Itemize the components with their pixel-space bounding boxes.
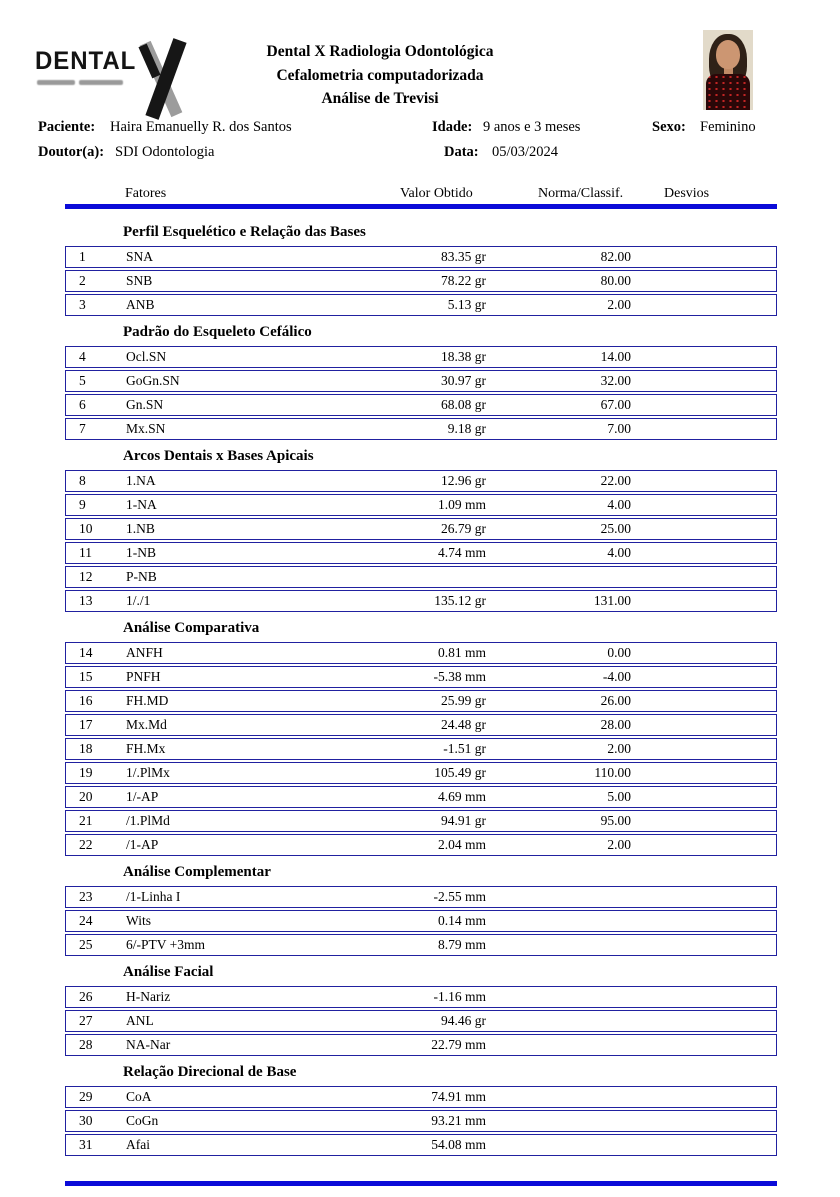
factor-row (65, 270, 777, 292)
factor-row (65, 246, 777, 268)
cell-valor-obtido: 8.79 mm (437, 937, 486, 952)
section-title: Análise Complementar (123, 864, 271, 880)
cell-valor-obtido: 2.04 mm (437, 837, 486, 852)
cell-valor-obtido: 24.48 gr (441, 717, 486, 732)
factor-row (65, 810, 777, 832)
cell-valor-obtido: 4.74 mm (437, 545, 486, 560)
cell-factor: CoA (126, 1089, 152, 1104)
logo-tagline (37, 80, 129, 87)
cell-valor-obtido: -5.38 mm (433, 669, 486, 684)
cell-desvios (631, 1135, 776, 1155)
cell-desvios (631, 371, 776, 391)
column-header-desvios: Desvios (664, 186, 710, 201)
cell-norma: 4.00 (607, 545, 631, 560)
section-title: Análise Facial (123, 964, 214, 980)
cell-factor: ANB (126, 297, 155, 312)
cell-number: 14 (79, 645, 93, 660)
factor-row (65, 738, 777, 760)
cell-desvios (631, 811, 776, 831)
cell-number: 2 (79, 273, 86, 288)
cell-factor: /1.PlMd (126, 813, 170, 828)
cell-valor-obtido: 93.21 mm (431, 1113, 486, 1128)
sexo-label: Sexo: (652, 119, 686, 135)
cell-norma: 25.00 (600, 521, 631, 536)
cell-norma: 22.00 (600, 473, 631, 488)
cell-valor-obtido: -1.51 gr (443, 741, 486, 756)
cell-desvios (631, 763, 776, 783)
data-value: 05/03/2024 (492, 144, 559, 160)
cell-valor-obtido: 0.14 mm (437, 913, 486, 928)
cell-factor: SNB (126, 273, 153, 288)
cell-desvios (631, 911, 776, 931)
cell-desvios (631, 667, 776, 687)
factor-row (65, 714, 777, 736)
factor-row (65, 834, 777, 856)
cell-factor: 1/.PlMx (126, 765, 170, 780)
cell-factor: H-Nariz (126, 989, 171, 1004)
cell-number: 6 (79, 397, 86, 412)
factor-row (65, 690, 777, 712)
paciente-label: Paciente: (38, 119, 96, 135)
cell-valor-obtido: 135.12 gr (434, 593, 486, 608)
header-rule (65, 204, 777, 209)
cell-norma (486, 911, 631, 931)
cell-norma (486, 1135, 631, 1155)
cell-factor: FH.Mx (126, 741, 166, 756)
cell-desvios (631, 987, 776, 1007)
cell-number: 22 (79, 837, 93, 852)
cell-valor-obtido: 105.49 gr (434, 765, 486, 780)
cell-desvios (631, 935, 776, 955)
cell-valor-obtido: 30.97 gr (441, 373, 486, 388)
factor-row (65, 886, 777, 908)
cell-valor-obtido: 68.08 gr (441, 397, 486, 412)
cell-factor: /1-AP (126, 837, 159, 852)
sexo-value: Feminino (700, 119, 756, 135)
cell-desvios (631, 835, 776, 855)
cell-factor: Wits (126, 913, 151, 928)
cell-factor: 1-NA (126, 497, 157, 512)
factor-row (65, 470, 777, 492)
cell-norma (486, 887, 631, 907)
cell-desvios (631, 1111, 776, 1131)
cell-factor: 1-NB (126, 545, 156, 560)
cell-number: 10 (79, 521, 93, 536)
cell-number: 1 (79, 249, 86, 264)
cell-factor: GoGn.SN (126, 373, 180, 388)
cell-number: 25 (79, 937, 93, 952)
cell-norma: 2.00 (607, 741, 631, 756)
cell-valor-obtido: -2.55 mm (433, 889, 486, 904)
column-header-norma-classif: Norma/Classif. (538, 186, 624, 201)
factor-row (65, 294, 777, 316)
cell-norma: 80.00 (600, 273, 631, 288)
factor-row (65, 762, 777, 784)
patient-photo (703, 30, 753, 110)
section-title: Perfil Esquelético e Relação das Bases (123, 224, 366, 240)
factor-row (65, 394, 777, 416)
cell-desvios (631, 395, 776, 415)
cell-norma: 7.00 (607, 421, 631, 436)
cell-desvios (631, 1087, 776, 1107)
cell-factor: FH.MD (126, 693, 169, 708)
cell-factor: PNFH (126, 669, 161, 684)
paciente-value: Haira Emanuelly R. dos Santos (110, 119, 292, 135)
factor-row (65, 1010, 777, 1032)
cell-number: 28 (79, 1037, 93, 1052)
cell-norma: 26.00 (600, 693, 631, 708)
column-header-valor-obtido: Valor Obtido (400, 186, 473, 201)
cell-norma: -4.00 (602, 669, 631, 684)
factor-row (65, 494, 777, 516)
cell-desvios (631, 495, 776, 515)
cell-number: 18 (79, 741, 93, 756)
cell-desvios (631, 567, 776, 587)
cell-desvios (631, 347, 776, 367)
cell-desvios (631, 887, 776, 907)
section-title: Relação Direcional de Base (123, 1064, 297, 1080)
cell-norma: 82.00 (600, 249, 631, 264)
cell-factor: Afai (126, 1137, 150, 1152)
cell-valor-obtido: 74.91 mm (431, 1089, 486, 1104)
cell-desvios (631, 1011, 776, 1031)
cell-desvios (631, 271, 776, 291)
doutor-label: Doutor(a): (38, 144, 105, 160)
idade-label: Idade: (432, 119, 473, 135)
cell-norma: 131.00 (593, 593, 631, 608)
cell-desvios (631, 295, 776, 315)
cell-desvios (631, 419, 776, 439)
cell-number: 9 (79, 497, 86, 512)
section-title: Arcos Dentais x Bases Apicais (123, 448, 314, 464)
cell-number: 26 (79, 989, 93, 1004)
cell-valor-obtido: 94.91 gr (441, 813, 486, 828)
factor-row (65, 370, 777, 392)
report-subtitle: Cefalometria computadorizada (276, 66, 484, 84)
cell-norma: 110.00 (594, 765, 631, 780)
cell-desvios (631, 787, 776, 807)
report-title: Dental X Radiologia Odontológica (266, 43, 494, 60)
cell-number: 31 (79, 1137, 93, 1152)
cell-valor-obtido: 5.13 gr (447, 297, 486, 312)
cell-valor-obtido: -1.16 mm (433, 989, 486, 1004)
cell-norma (486, 567, 631, 587)
cell-norma (486, 987, 631, 1007)
cell-number: 20 (79, 789, 93, 804)
factor-row (65, 1034, 777, 1056)
cell-number: 15 (79, 669, 93, 684)
cell-factor: ANL (126, 1013, 154, 1028)
cell-norma: 67.00 (600, 397, 631, 412)
cell-factor: Gn.SN (126, 397, 164, 412)
cell-valor-obtido: 54.08 mm (431, 1137, 486, 1152)
cell-factor: Mx.Md (126, 717, 167, 732)
cell-desvios (631, 643, 776, 663)
photo-face (716, 40, 740, 69)
cell-number: 3 (79, 297, 86, 312)
factor-row (65, 542, 777, 564)
factor-row (65, 1110, 777, 1132)
cell-factor: NA-Nar (126, 1037, 171, 1052)
factor-row (65, 346, 777, 368)
cell-norma: 28.00 (600, 717, 631, 732)
cell-valor-obtido: 9.18 gr (447, 421, 486, 436)
cell-valor-obtido: 12.96 gr (441, 473, 486, 488)
factor-row (65, 1086, 777, 1108)
cell-norma: 2.00 (607, 297, 631, 312)
cell-norma: 2.00 (607, 837, 631, 852)
logo-text: DENTAL (35, 47, 137, 75)
cell-number: 30 (79, 1113, 93, 1128)
cell-number: 4 (79, 349, 86, 364)
cell-desvios (631, 543, 776, 563)
factors-table (65, 216, 777, 1158)
cell-number: 12 (79, 569, 93, 584)
cell-factor: CoGn (126, 1113, 159, 1128)
cell-desvios (631, 471, 776, 491)
cell-norma (486, 935, 631, 955)
cell-factor: SNA (126, 249, 154, 264)
cell-valor-obtido: 78.22 gr (441, 273, 486, 288)
cell-norma: 0.00 (607, 645, 631, 660)
cell-number: 11 (79, 545, 92, 560)
cell-factor: 1/-AP (126, 789, 159, 804)
cell-valor-obtido: 1.09 mm (437, 497, 486, 512)
cell-valor-obtido: 83.35 gr (441, 249, 486, 264)
factor-row (65, 566, 777, 588)
cell-norma (486, 1035, 631, 1055)
factor-row (65, 642, 777, 664)
cell-norma: 4.00 (607, 497, 631, 512)
cell-desvios (631, 247, 776, 267)
cell-norma (486, 1111, 631, 1131)
factor-row (65, 590, 777, 612)
cell-norma: 5.00 (607, 789, 631, 804)
factor-row (65, 418, 777, 440)
cell-valor-obtido: 22.79 mm (431, 1037, 486, 1052)
photo-shirt (706, 74, 750, 110)
factor-row (65, 666, 777, 688)
cell-norma: 32.00 (600, 373, 631, 388)
factor-row (65, 786, 777, 808)
cell-norma: 95.00 (600, 813, 631, 828)
footer-rule (65, 1181, 777, 1186)
cell-valor-obtido: 25.99 gr (441, 693, 486, 708)
cell-valor-obtido: 26.79 gr (441, 521, 486, 536)
cell-factor: Mx.SN (126, 421, 166, 436)
factor-row (65, 986, 777, 1008)
cell-number: 8 (79, 473, 86, 488)
cell-factor: /1-Linha I (126, 889, 181, 904)
cell-desvios (631, 691, 776, 711)
data-label: Data: (444, 144, 479, 160)
cell-number: 21 (79, 813, 93, 828)
cell-desvios (631, 1035, 776, 1055)
cell-norma: 14.00 (600, 349, 631, 364)
cell-number: 7 (79, 421, 86, 436)
cell-valor-obtido: 94.46 gr (441, 1013, 486, 1028)
cell-factor: 1/./1 (126, 593, 151, 608)
factor-row (65, 910, 777, 932)
cell-number: 13 (79, 593, 93, 608)
factor-row (65, 518, 777, 540)
factor-row (65, 1134, 777, 1156)
analysis-name: Análise de Trevisi (321, 90, 439, 107)
cell-norma (486, 1087, 631, 1107)
cell-number: 23 (79, 889, 93, 904)
cell-factor: P-NB (126, 569, 157, 584)
cell-valor-obtido (336, 567, 486, 587)
cell-desvios (631, 739, 776, 759)
column-header-fatores: Fatores (125, 186, 167, 201)
report-titles (180, 40, 580, 111)
cell-factor: 1.NB (126, 521, 155, 536)
cell-number: 19 (79, 765, 93, 780)
cell-factor: 6/-PTV +3mm (126, 937, 205, 952)
cell-number: 24 (79, 913, 93, 928)
section-title: Padrão do Esqueleto Cefálico (123, 324, 312, 340)
cell-valor-obtido: 0.81 mm (437, 645, 486, 660)
doutor-value: SDI Odontologia (115, 144, 215, 160)
cell-number: 29 (79, 1089, 93, 1104)
idade-value: 9 anos e 3 meses (483, 119, 581, 135)
dentalx-logo (35, 38, 163, 118)
cell-valor-obtido: 4.69 mm (437, 789, 486, 804)
cell-factor: ANFH (126, 645, 163, 660)
cell-desvios (631, 715, 776, 735)
cell-desvios (631, 519, 776, 539)
cell-number: 27 (79, 1013, 93, 1028)
cell-number: 16 (79, 693, 93, 708)
cell-factor: Ocl.SN (126, 349, 167, 364)
factor-row (65, 934, 777, 956)
cell-valor-obtido: 18.38 gr (441, 349, 486, 364)
cell-norma (486, 1011, 631, 1031)
cell-desvios (631, 591, 776, 611)
cell-number: 5 (79, 373, 86, 388)
cell-number: 17 (79, 717, 93, 732)
cell-factor: 1.NA (126, 473, 156, 488)
section-title: Análise Comparativa (123, 620, 260, 636)
